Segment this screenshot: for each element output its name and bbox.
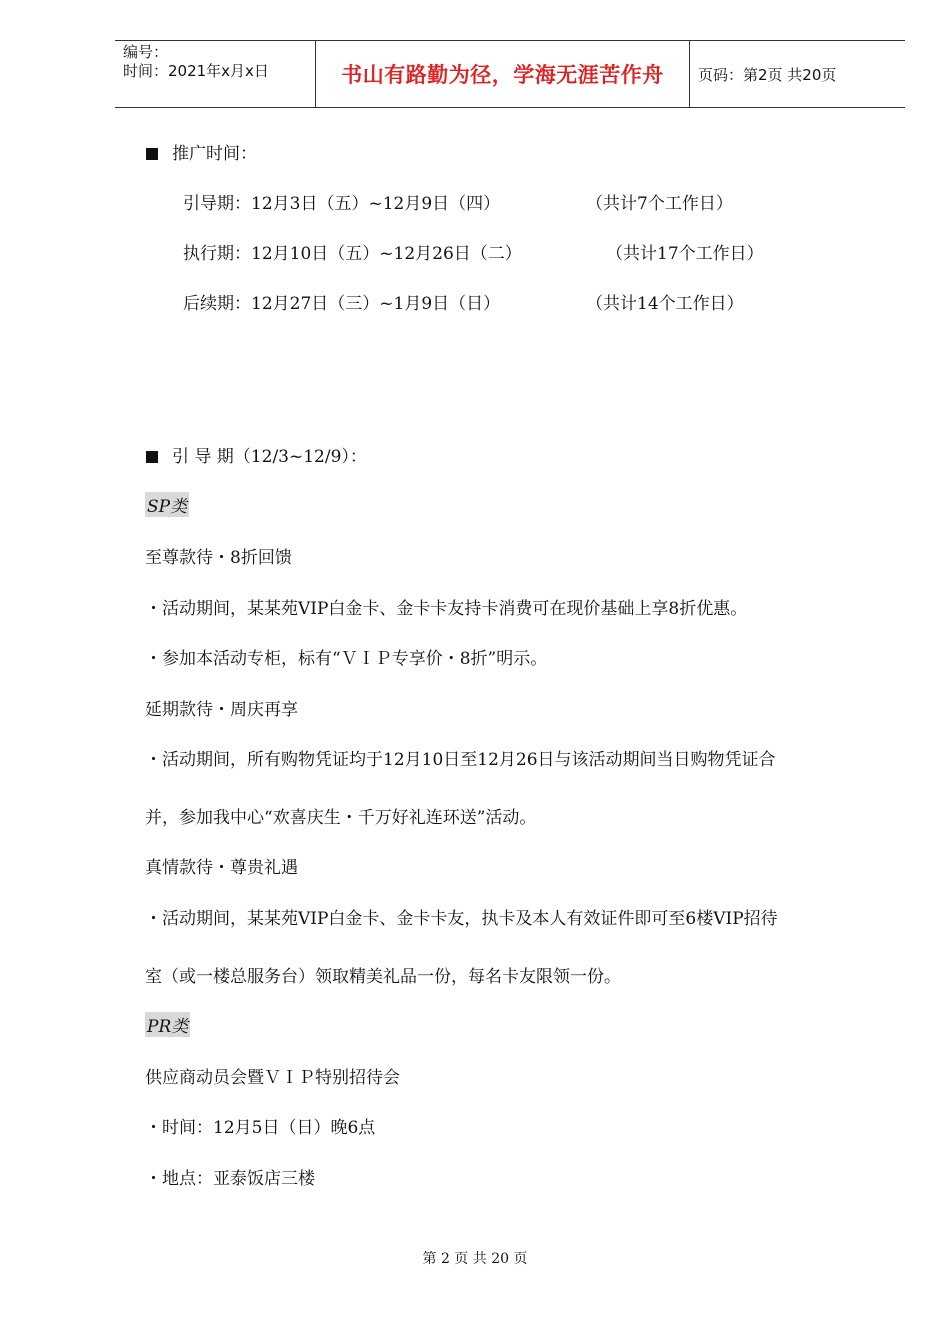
sp-category-label: SP类 — [145, 492, 189, 517]
period-exec-days: （共计17个工作日） — [606, 244, 764, 264]
promo-time-heading: 推广时间： — [146, 139, 257, 164]
section3-bullet1-line1: ・活动期间，某某苑VIP白金卡、金卡卡友，执卡及本人有效证件即可至6楼VIP招待 — [145, 909, 778, 929]
section4-title: 供应商动员会暨ＶＩＰ特别招待会 — [145, 1068, 400, 1088]
page-footer: 第 2 页 共 20 页 — [422, 1251, 528, 1267]
pr-category-label: PR类 — [145, 1012, 190, 1037]
header-page-info: 页码：第2页 共20页 — [698, 65, 837, 84]
page-header — [115, 40, 905, 108]
period-follow: 后续期：12月27日（三）~1月9日（日） — [183, 294, 501, 314]
section1-bullet1: ・活动期间，某某苑VIP白金卡、金卡卡友持卡消费可在现价基础上享8折优惠。 — [145, 599, 748, 619]
doc-time: 时间：2021年x月x日 — [123, 62, 269, 80]
section1-title: 至尊款待・8折回馈 — [145, 548, 292, 568]
section3-bullet1-line2: 室（或一楼总服务台）领取精美礼品一份，每名卡友限领一份。 — [145, 967, 621, 987]
header-motto: 书山有路勤为径，学海无涯苦作舟 — [316, 41, 690, 107]
section4-place: ・地点：亚泰饭店三楼 — [145, 1169, 315, 1189]
period-guide-days: （共计7个工作日） — [586, 194, 733, 214]
square-bullet-icon — [146, 148, 158, 160]
square-bullet-icon — [146, 451, 158, 463]
section3-title: 真情款待・尊贵礼遇 — [145, 858, 298, 878]
section4-time: ・时间：12月5日（日）晚6点 — [145, 1118, 376, 1138]
doc-number: 编号： — [123, 43, 169, 61]
period-guide: 引导期：12月3日（五）~12月9日（四） — [183, 194, 501, 214]
period-follow-days: （共计14个工作日） — [586, 294, 744, 314]
section2-bullet1-line2: 并，参加我中心“欢喜庆生・千万好礼连环送”活动。 — [145, 808, 537, 828]
section2-bullet1-line1: ・活动期间，所有购物凭证均于12月10日至12月26日与该活动期间当日购物凭证合 — [145, 750, 776, 770]
guide-period-heading: 引 导 期（12/3~12/9）： — [146, 442, 367, 467]
section2-title: 延期款待・周庆再享 — [145, 700, 298, 720]
section1-bullet2: ・参加本活动专柜，标有“ＶＩＰ专享价・8折”明示。 — [145, 649, 548, 669]
header-meta — [115, 41, 316, 107]
period-exec: 执行期：12月10日（五）~12月26日（二） — [183, 244, 522, 264]
